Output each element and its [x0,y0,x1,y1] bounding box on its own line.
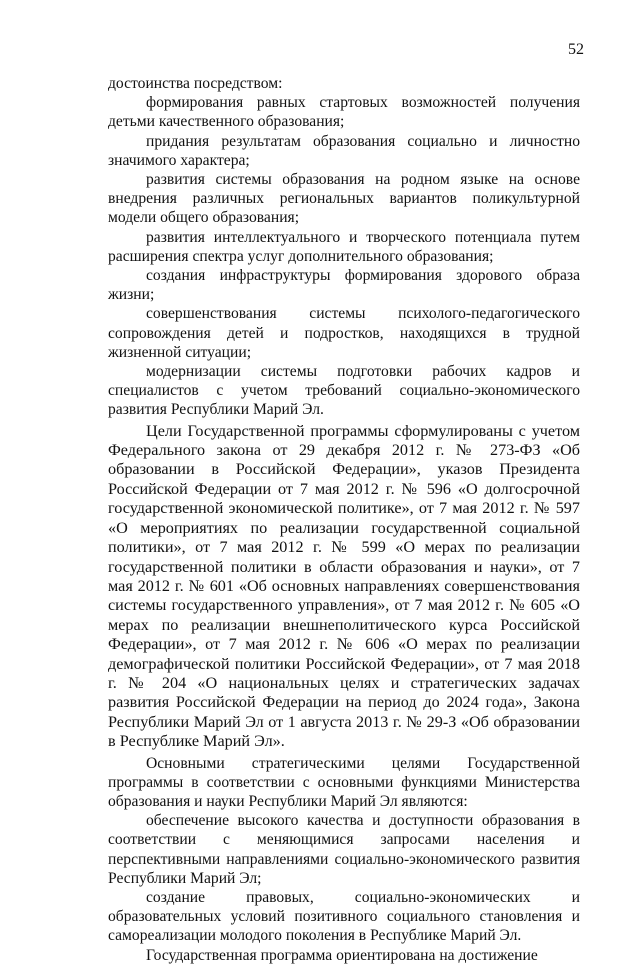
list-item-native-language: развития системы образования на родном языке на основе внедрения различных региональных вариантов поликультурной модели общего образования; [108,171,580,227]
document-body [108,74,580,965]
paragraph-intro: достоинства посредством: [108,75,283,92]
paragraph-program-orientation: Государственная программа ориентирована на достижение [146,946,538,964]
list-item-healthy-lifestyle: создания инфраструктуры формирования здорового образа жизни; [108,267,580,304]
list-item-education-quality: обеспечение высокого качества и доступности образования в соответствии с меняющимися запросами населения и перспективными направлениями социально-экономического развития Республики Марий Эл; [108,812,580,887]
list-item-workforce-training: модернизации системы подготовки рабочих кадров и специалистов с учетом требований социально-экономического развития Республики Марий Эл. [108,363,580,419]
page-number: 52 [568,41,584,58]
list-item-significance: придания результатам образования социально и личностно значимого характера; [108,132,580,169]
paragraph-program-goals: Цели Государственной программы сформулированы с учетом Федерального закона от 29 декабря 2012 г. № 273-ФЗ «Об образовании в Российской Федерации», указов Президента Российской Федерации от 7 мая 2012 г. № 596 «О долгосрочной государственной экономической политике», от 7 мая 2012 г. № 597 «О мероприятиях по реализации государственной социальной политики», от 7 мая 2012 г. № 599 «О мерах по реализации государственной политики в области образования и науки», от 7 мая 2012 г. № 601 «Об основных направлениях совершенствования системы государственного управления», от 7 мая 2012 г. № 605 «О мерах по реализации внешнеполитического курса Российской Федерации», от 7 мая 2012 г. № 606 «О мерах по реализации демографической политики Российской Федерации», от 7 мая 2018 г. № 204 «О национальных целях и стратегических задачах развития Российской Федерации на период до 2024 года», Закона Республики Марий Эл от 1 августа 2013 г. № 29-З «Об образовании в Республике Марий Эл». [108,421,580,751]
list-item-equal-opportunities: формирования равных стартовых возможностей получения детьми качественного образования; [108,94,580,131]
list-item-intellectual-potential: развития интеллектуального и творческого потенциала путем расширения спектра услуг дополнительного образования; [108,228,580,265]
list-item-social-conditions: создание правовых, социально-экономических и образовательных условий позитивного социального становления и самореализации молодого поколения в Республике Марий Эл. [108,888,580,945]
paragraph-strategic-goals: Основными стратегическими целями Государственной программы в соответствии с основными функциями Министерства образования и науки Республики Марий Эл являются: [108,754,580,810]
list-item-psychological-support: совершенствования системы психолого-педагогического сопровождения детей и подростков, находящихся в трудной жизненной ситуации; [108,305,580,361]
